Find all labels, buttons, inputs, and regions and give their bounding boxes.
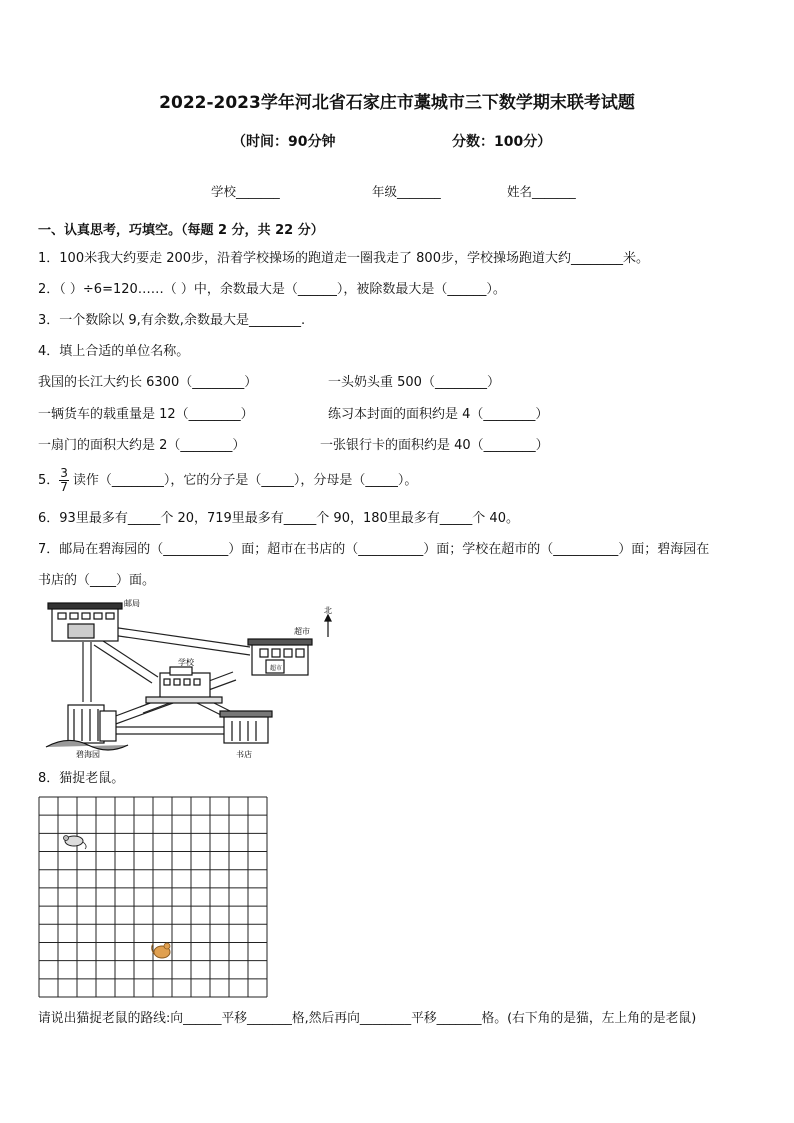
question-1: 1．100米我大约要走 200步，沿着学校操场的跑道走一圈我走了 800步，学校操场跑道大约________米。 [38,251,649,266]
label-market: 超市 [294,627,310,636]
question-4f: 一张银行卡的面积约是 40（________） [320,438,549,453]
fraction-denominator: 7 [60,480,68,494]
fraction [59,467,69,494]
section-heading: 一、认真思考，巧填空。（每题 2 分，共 22 分） [38,223,324,238]
question-8-answer: 请说出猫捉老鼠的路线:向______平移_______格,然后再向________平移_______格。(右下角的是猫，左上角的是老鼠) [38,1011,697,1026]
road-garden-book [116,727,226,734]
name-field: 姓名_______ [507,184,576,199]
question-7-line2: 书店的（____）面。 [38,573,156,588]
question-7-line1: 7．邮局在碧海园的（__________）面；超市在书店的（__________）面；学校在超市的（__________）面；碧海园在 [38,542,710,557]
question-2: 2．（ ）÷6=120……（ ）中，余数最大是（______），被除数最大是（______）。 [38,282,506,297]
question-3: 3．一个数除以 9,有余数,余数最大是________. [38,313,306,328]
label-garden: 碧海园 [76,750,100,759]
school-field: 学校_______ [211,184,280,199]
exam-time: （时间：90分钟 [232,134,336,150]
north-arrow-icon [325,615,331,637]
road-post-garden [83,642,91,702]
question-4e: 一扇门的面积大约是 2（________） [38,438,246,453]
label-post: 邮局 [124,599,140,608]
label-north: 北 [324,606,332,615]
cat-mouse-grid [38,796,270,1000]
question-4c: 一辆货车的载重量是 12（________） [38,407,254,422]
question-4b: 一头奶头重 500（________） [328,375,500,390]
exam-score: 分数：100分） [452,134,552,150]
question-5 [38,463,417,499]
cat-icon [152,943,170,958]
bookstore-building [220,711,272,743]
question-5-text: 读作（________），它的分子是（_____），分母是（_____）。 [72,473,418,488]
road-post-market [98,625,250,655]
garden-building [46,705,128,750]
label-school: 学校 [178,658,194,667]
label-market-sign: 超市 [270,665,283,672]
label-bookstore: 书店 [236,750,252,759]
question-4-stem: 4．填上合适的单位名称。 [38,344,190,359]
grid-lines [39,797,267,997]
mouse-icon [64,836,87,850]
post-office-building [48,603,122,641]
question-4d: 练习本封面的面积约是 4（________） [328,407,549,422]
question-5-number: 5． [38,473,60,488]
grade-field: 年级_______ [372,184,441,199]
exam-title: 2022-2023学年河北省石家庄市藁城市三下数学期末联考试题 [159,93,635,113]
question-6: 6．93里最多有_____个 20，719里最多有_____个 90，180里最多有_____个 40。 [38,511,519,526]
fraction-numerator: 3 [60,466,68,480]
question-4a: 我国的长江大约长 6300（________） [38,375,258,390]
location-map [38,597,348,762]
school-building [146,667,222,703]
question-8-stem: 8．猫捉老鼠。 [38,771,125,786]
road-post-school [94,639,158,683]
